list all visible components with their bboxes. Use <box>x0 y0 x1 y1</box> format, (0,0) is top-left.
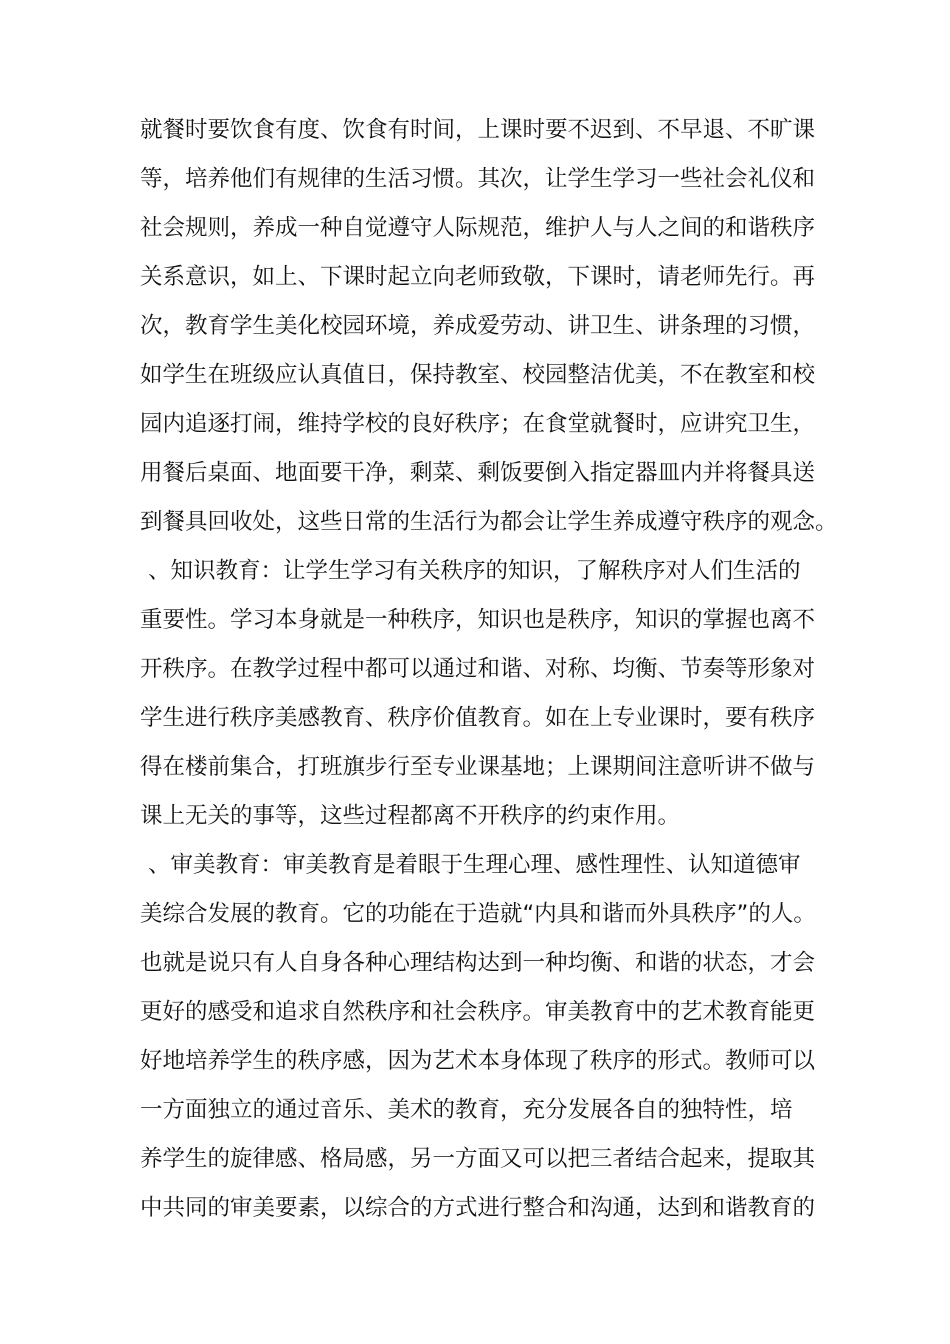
text-line: 等，培养他们有规律的生活习惯。其次，让学生学习一些社会礼仪和 <box>140 166 816 192</box>
text-line: 用餐后桌面、地面要干净，剩菜、剩饭要倒入指定器皿内并将餐具送 <box>140 460 816 486</box>
text-line: 更好的感受和追求自然秩序和社会秩序。审美教育中的艺术教育能更 <box>140 999 816 1025</box>
text-line: 养学生的旋律感、格局感，另一方面又可以把三者结合起来，提取其 <box>140 1146 816 1172</box>
text-line: 到餐具回收处，这些日常的生活行为都会让学生养成遵守秩序的观念。 <box>140 509 838 535</box>
text-line: 美综合发展的教育。它的功能在于造就“内具和谐而外具秩序”的人。 <box>140 901 816 927</box>
text-line: 也就是说只有人自身各种心理结构达到一种均衡、和谐的状态，才会 <box>140 950 816 976</box>
section-heading-line: 、审美教育：审美教育是着眼于生理心理、感性理性、认知道德审 <box>148 852 801 878</box>
text-line: 次，教育学生美化校园环境，养成爱劳动、讲卫生、讲条理的习惯， <box>140 313 816 339</box>
section-heading-line: 、知识教育：让学生学习有关秩序的知识，了解秩序对人们生活的 <box>148 558 801 584</box>
text-line: 学生进行秩序美感教育、秩序价值教育。如在上专业课时，要有秩序 <box>140 705 816 731</box>
text-line: 开秩序。在教学过程中都可以通过和谐、对称、均衡、节奏等形象对 <box>140 656 816 682</box>
text-line: 课上无关的事等，这些过程都离不开秩序的约束作用。 <box>140 803 681 829</box>
body-text <box>140 106 840 1233</box>
text-line: 得在楼前集合，打班旗步行至专业课基地；上课期间注意听讲不做与 <box>140 754 816 780</box>
text-line: 好地培养学生的秩序感，因为艺术本身体现了秩序的形式。教师可以 <box>140 1048 816 1074</box>
text-line: 一方面独立的通过音乐、美术的教育，充分发展各自的独特性，培 <box>140 1097 793 1123</box>
text-line: 重要性。学习本身就是一种秩序，知识也是秩序，知识的掌握也离不 <box>140 607 816 633</box>
text-line: 园内追逐打闹，维持学校的良好秩序；在食堂就餐时，应讲究卫生， <box>140 411 816 437</box>
text-line: 关系意识，如上、下课时起立向老师致敬，下课时，请老师先行。再 <box>140 264 816 290</box>
text-line: 就餐时要饮食有度、饮食有时间，上课时要不迟到、不早退、不旷课 <box>140 117 816 143</box>
text-line: 中共同的审美要素，以综合的方式进行整合和沟通，达到和谐教育的 <box>140 1195 816 1221</box>
text-line: 社会规则，养成一种自觉遵守人际规范，维护人与人之间的和谐秩序 <box>140 215 816 241</box>
text-line: 如学生在班级应认真值日，保持教室、校园整洁优美，不在教室和校 <box>140 362 816 388</box>
